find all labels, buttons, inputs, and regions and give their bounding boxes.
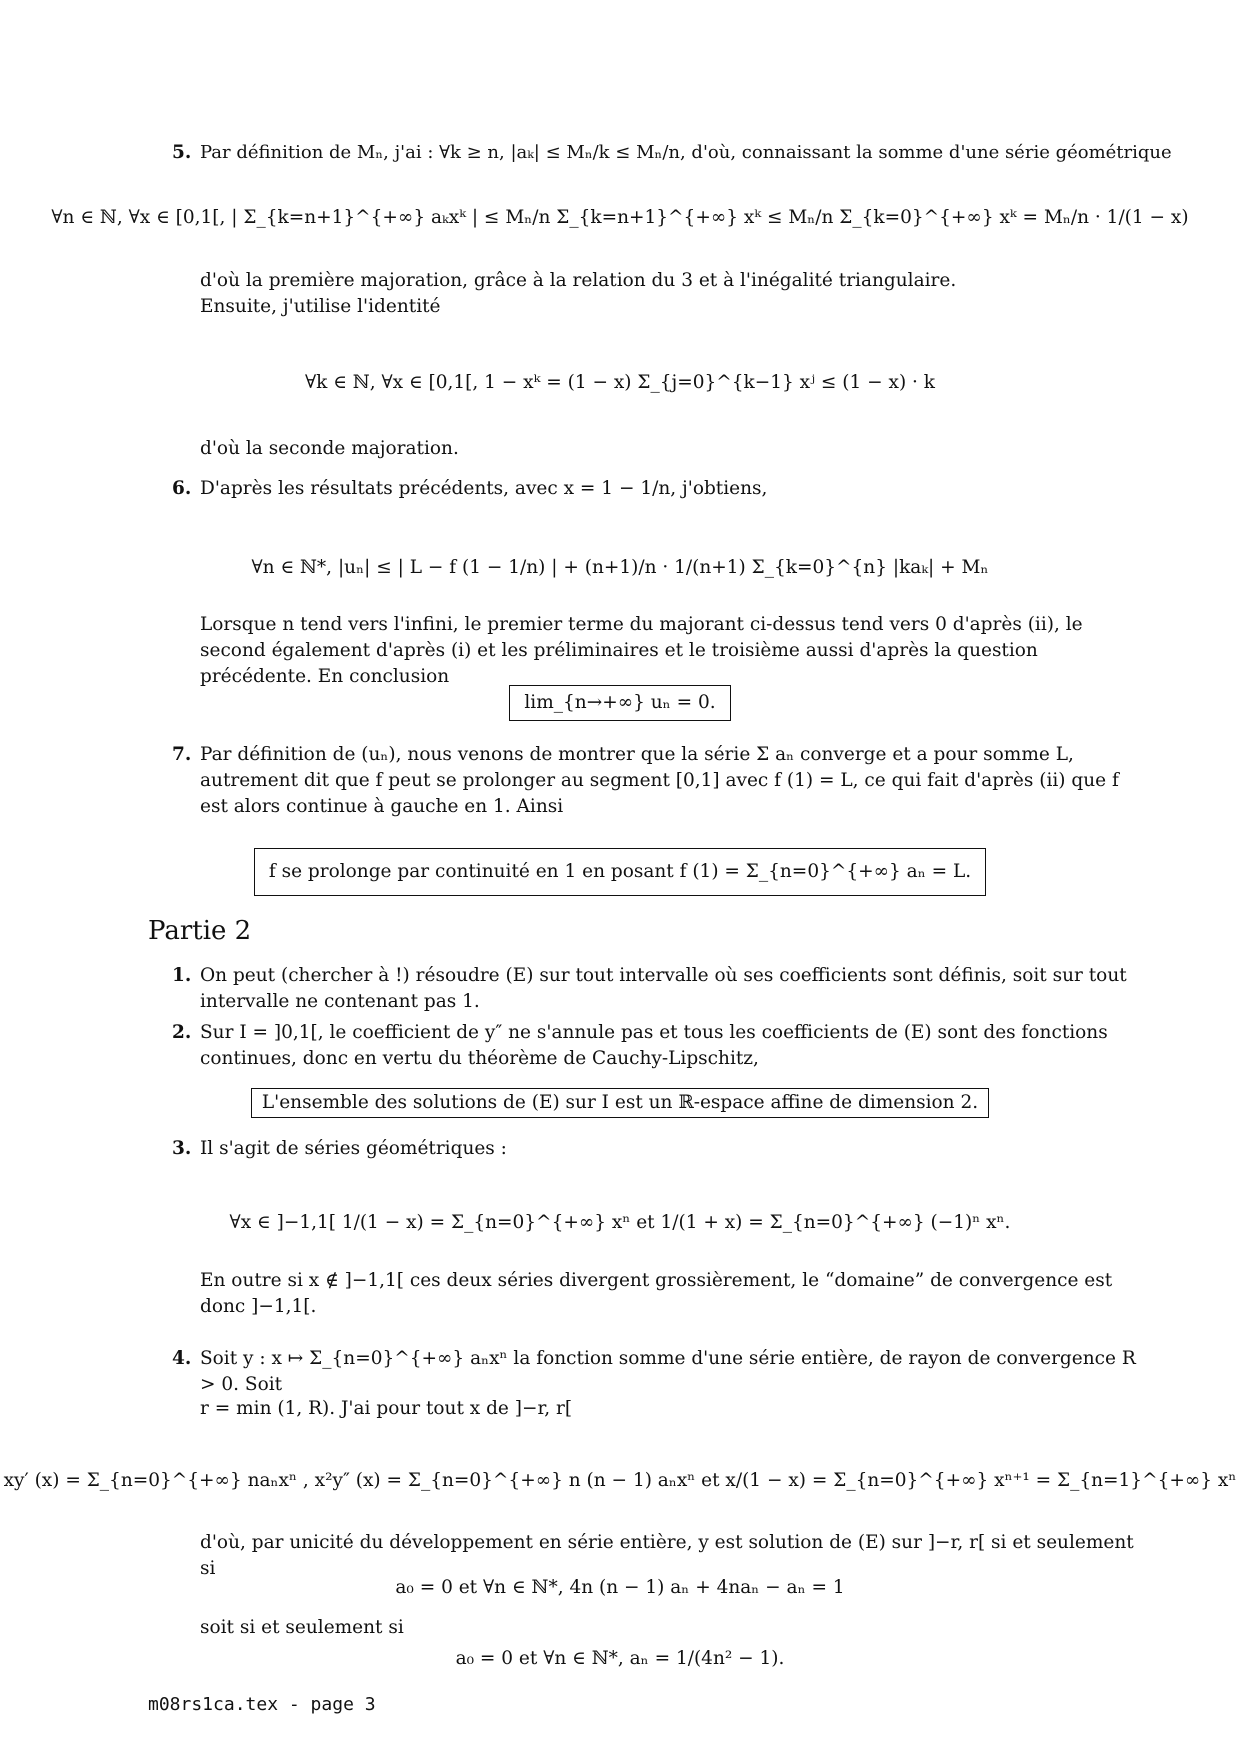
part2-question-3-para: En outre si x ∉ ]−1,1[ ces deux séries divergent grossièrement, le “domaine” de convergence est donc ]−1,1[.: [200, 1270, 1113, 1317]
part2-question-4-line1: Soit y : x ↦ Σ_{n=0}^{+∞} aₙxⁿ la fonction somme d'une série entière, de rayon de convergence R > 0. Soit: [200, 1348, 1136, 1395]
part2-question-2: [172, 1020, 1145, 1072]
question-number: 5.: [172, 142, 192, 163]
part2-question-4: [172, 1346, 1145, 1398]
question-number: 7.: [172, 744, 192, 765]
boxed-result: lim_{n→+∞} uₙ = 0.: [509, 685, 730, 721]
formula-p2-4-2: a₀ = 0 et ∀n ∈ ℕ*, 4n (n − 1) aₙ + 4naₙ − aₙ = 1: [395, 1577, 845, 1598]
question-5-line4: d'où la seconde majoration.: [200, 438, 459, 459]
question-number: 6.: [172, 478, 192, 499]
question-number: 3.: [172, 1138, 192, 1159]
question-5: [172, 140, 1172, 166]
formula-p2-4-1: xy′ (x) = Σ_{n=0}^{+∞} naₙxⁿ , x²y″ (x) = Σ_{n=0}^{+∞} n (n − 1) aₙxⁿ et x/(1 − x) = Σ_{n=0}^{+∞} xⁿ⁺¹ = Σ_{n=1}^{+∞} xⁿ: [3, 1470, 1237, 1491]
part2-question-3: [172, 1136, 1145, 1162]
question-5-line3: Ensuite, j'utilise l'identité: [200, 296, 441, 317]
question-6: [172, 476, 1145, 502]
question-5-line2: d'où la première majoration, grâce à la relation du 3 et à l'inégalité triangulaire.: [200, 270, 957, 291]
question-6-para: Lorsque n tend vers l'infini, le premier terme du majorant ci-dessus tend vers 0 d'après (ii), le second également d'après (i) et les préliminaires et le troisième aussi d'après la question précédente. En conclusion: [200, 614, 1083, 687]
question-5-line1: Par définition de Mₙ, j'ai : ∀k ≥ n, |aₖ| ≤ Mₙ/k ≤ Mₙ/n, d'où, connaissant la somme d'une série géométrique: [200, 142, 1172, 163]
formula-5-2: ∀k ∈ ℕ, ∀x ∈ [0,1[, 1 − xᵏ = (1 − x) Σ_{j=0}^{k−1} xʲ ≤ (1 − x) · k: [304, 372, 936, 393]
question-6-line1: D'après les résultats précédents, avec x = 1 − 1/n, j'obtiens,: [200, 478, 768, 499]
question-number: 1.: [172, 965, 192, 986]
question-number: 2.: [172, 1022, 192, 1043]
formula-p2-4-3: a₀ = 0 et ∀n ∈ ℕ*, aₙ = 1/(4n² − 1).: [455, 1648, 785, 1669]
question-7: [172, 742, 1145, 820]
result-6: [0, 685, 1240, 721]
formula-5-1: ∀n ∈ ℕ, ∀x ∈ [0,1[, | Σ_{k=n+1}^{+∞} aₖxᵏ | ≤ Mₙ/n Σ_{k=n+1}^{+∞} xᵏ ≤ Mₙ/n Σ_{k=0}^{+∞} xᵏ = Mₙ/n · 1/(1 − x): [51, 207, 1189, 228]
part2-question-1: [172, 963, 1145, 1015]
section-title: Partie 2: [148, 916, 252, 946]
question-7-para: Par définition de (uₙ), nous venons de montrer que la série Σ aₙ converge et a pour somme L, autrement dit que f peut se prolonger au segment [0,1] avec f (1) = L, ce qui fait d'après (ii) que f est alors continue à gauche en 1. Ainsi: [200, 744, 1119, 817]
part2-question-1-para: On peut (chercher à !) résoudre (E) sur tout intervalle où ses coefficients sont définis, soit sur tout intervalle ne contenant pas 1.: [200, 965, 1127, 1012]
part2-question-4-line3: d'où, par unicité du développement en série entière, y est solution de (E) sur ]−r, r[ si et seulement si: [200, 1532, 1134, 1579]
result-p2-2: [0, 1088, 1240, 1118]
result-7: [0, 848, 1240, 896]
formula-p2-3: ∀x ∈ ]−1,1[ 1/(1 − x) = Σ_{n=0}^{+∞} xⁿ et 1/(1 + x) = Σ_{n=0}^{+∞} (−1)ⁿ xⁿ.: [229, 1212, 1011, 1233]
boxed-result: f se prolonge par continuité en 1 en posant f (1) = Σ_{n=0}^{+∞} aₙ = L.: [254, 848, 986, 896]
boxed-result: L'ensemble des solutions de (E) sur I est un ℝ-espace affine de dimension 2.: [251, 1088, 989, 1118]
question-number: 4.: [172, 1348, 192, 1369]
part2-question-2-para: Sur I = ]0,1[, le coefficient de y″ ne s'annule pas et tous les coefficients de (E) sont des fonctions continues, donc en vertu du théorème de Cauchy-Lipschitz,: [200, 1022, 1108, 1069]
part2-question-3-line1: Il s'agit de séries géométriques :: [200, 1138, 507, 1159]
formula-6: ∀n ∈ ℕ*, |uₙ| ≤ | L − f (1 − 1/n) | + (n+1)/n · 1/(n+1) Σ_{k=0}^{n} |kaₖ| + Mₙ: [251, 557, 989, 578]
part2-question-4-line2: r = min (1, R). J'ai pour tout x de ]−r, r[: [200, 1398, 573, 1419]
part2-question-4-line4: soit si et seulement si: [200, 1617, 404, 1638]
page-footer: m08rs1ca.tex - page 3: [148, 1694, 376, 1715]
